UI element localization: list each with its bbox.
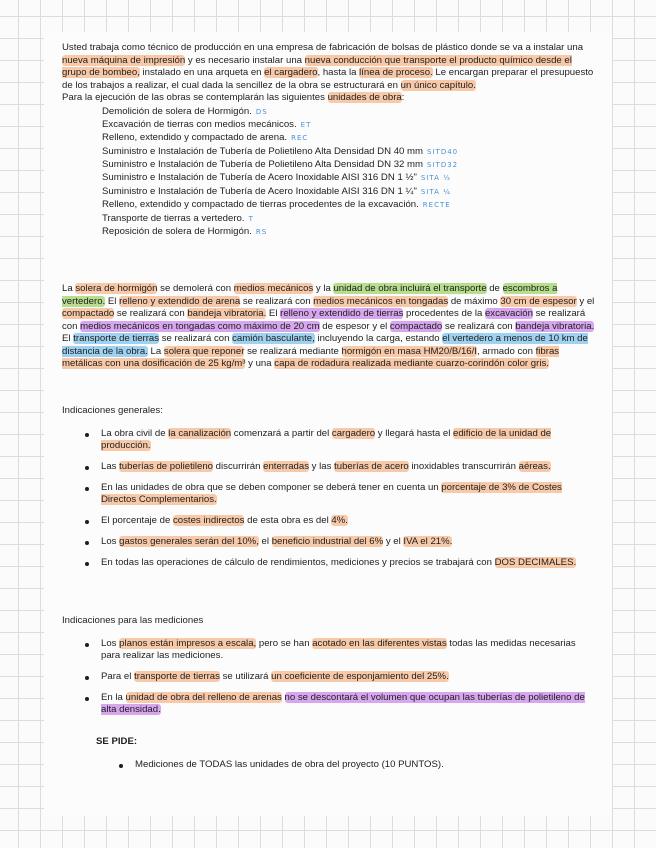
description-paragraph: La solera de hormigón se demolerá con medios mecánicos y la unidad de obra incluirá el transporte de escombros a vertedero. El relleno y extendido de arena se realizará con medios mecánicos en tongadas de máximo 30 cm de espesor y el compactado se realizará con bandeja vibratoria. El relleno y extendido de tierras procedentes de la excavación se realizará con medios mecánicos en tongadas como máximo de 20 cm de espesor y el compactado se realizará con bandeja vibratoria. El transporte de tierras se realizará con camión basculante, incluyendo la carga, estando el vertedero a menos de 10 km de distancia de la obra. La solera que reponer se realizará mediante hormigón en masa HM20/B/16/I, armado con fibras metálicas con una dosificación de 25 kg/m³ y una capa de rodadura realizada mediante cuarzo-corindón color gris. (62, 283, 595, 369)
list-item: Demolición de solera de Hormigón. DS (102, 105, 268, 117)
highlight: fibras metálicas con una dosificación de 25 kg/m³ (62, 345, 560, 369)
measure-list (62, 638, 597, 717)
units-intro: Para la ejecución de las obras se contemplarán las siguientes unidades de obra: (62, 92, 405, 103)
highlight: el cargadero (264, 67, 318, 78)
highlight: IVA el 21%. (403, 536, 453, 548)
handwritten-note: SITA ½ (420, 174, 451, 183)
highlight: medios mecánicos (233, 283, 314, 294)
highlight: línea de proceso. (359, 67, 433, 78)
list-item: Relleno, extendido y compactado de tierras procedentes de la excavación. RECTE (102, 199, 451, 211)
handwritten-note: SITA ¼ (420, 187, 451, 196)
highlight: edificio de la unidad de producción. (101, 427, 552, 451)
highlight: DOS DECIMALES. (494, 556, 577, 568)
handwritten-note: DS (255, 107, 268, 116)
highlight: no se descontará el volumen que ocupan las tuberías de polietileno de alta densidad. (101, 691, 585, 716)
highlight: gastos generales serán del 10%, (119, 536, 259, 548)
handwritten-note: REC (291, 134, 309, 143)
section-heading: Indicaciones generales: (62, 405, 163, 416)
highlight: unidad de obra incluirá el transporte (333, 283, 487, 294)
highlight: 4%. (331, 515, 348, 527)
highlight: compactado (62, 308, 115, 319)
measure-section (62, 615, 597, 725)
highlight: solera de hormigón (75, 283, 158, 294)
highlight: planos están impresos a escala, (119, 637, 257, 649)
highlight: unidad de obra del relleno de arenas (125, 691, 282, 703)
list-item: Suministro e Instalación de Tubería de Polietileno Alta Densidad DN 32 mm SITD32 (102, 159, 459, 171)
list-item: El porcentaje de costes indirectos de esta obra es del 4%. (62, 515, 597, 528)
handwritten-note: SITD40 (427, 147, 459, 156)
highlight: el vertedero a menos de 10 km de distancia de la obra. (62, 333, 588, 357)
highlight: transporte de tierras (134, 670, 220, 682)
highlight: solera que reponer (163, 345, 245, 357)
highlight: enterradas (263, 460, 310, 472)
list-item: En la unidad de obra del relleno de arenas no se descontará el volumen que ocupan las tuberías de polietileno de alta densidad. (62, 692, 597, 717)
highlight: 30 cm de espesor (500, 295, 577, 307)
list-item: La obra civil de la canalización comenzará a partir del cargadero y llegará hasta el edificio de la unidad de producción. (62, 428, 597, 453)
list-item: Suministro e Instalación de Tubería de Acero Inoxidable AISI 316 DN 1 ½" SITA ½ (102, 172, 451, 184)
handwritten-note: ET (300, 120, 312, 129)
list-item: Las tuberías de polietileno discurrirán enterradas y las tuberías de acero inoxidables transcurrirán aéreas. (62, 461, 597, 474)
list-item: Transporte de tierras a vertedero. T (102, 212, 254, 224)
highlight: bandeja vibratoria. (515, 320, 595, 332)
highlight: aéreas. (518, 460, 551, 472)
highlight: unidades de obra (327, 92, 402, 103)
list-item: Relleno, extendido y compactado de arena. REC (102, 132, 309, 144)
highlight: medios mecánicos en tongadas como máximo de 20 cm (80, 320, 320, 332)
highlight: porcentaje de 3% de Costes Directos Complementarios. (101, 481, 562, 506)
request-section (62, 736, 597, 771)
highlight: compactado (389, 320, 443, 332)
highlight: tuberías de acero (334, 460, 409, 472)
handwritten-note: T (248, 214, 254, 223)
highlight: la canalización (168, 427, 232, 439)
highlight: costes indirectos (173, 515, 245, 527)
highlight: acotado en las diferentes vistas (312, 637, 447, 649)
intro-paragraph: Usted trabaja como técnico de producción en una empresa de fabricación de bolsas de plástico donde se va a instalar una nueva máquina de impresión y es necesario instalar una nueva conducción que transporte el producto químico desde el grupo de bombeo, instalado en una arqueta en el cargadero, hasta la línea de proceso. Le encargan preparar el presupuesto de los trabajos a realizar, el cual dada la sencillez de la obra se estructurará en un único capítulo. (62, 42, 594, 91)
list-item: Para el transporte de tierras se utilizará un coeficiente de esponjamiento del 25%. (62, 671, 597, 684)
section-heading: SE PIDE: (96, 736, 138, 747)
highlight: medios mecánicos en tongadas (313, 295, 449, 307)
general-list (62, 428, 597, 570)
highlight: un único capítulo. (400, 79, 476, 91)
highlight: relleno y extendido de tierras (280, 308, 404, 319)
general-section (62, 405, 597, 578)
highlight: un coeficiente de esponjamiento del 25%. (271, 670, 449, 682)
handwritten-note: SITD32 (427, 161, 459, 170)
list-item: En todas las operaciones de cálculo de rendimientos, mediciones y precios se trabajará con DOS DECIMALES. (62, 557, 597, 570)
highlight: nueva conducción que transporte el producto químico desde el grupo de bombeo, (62, 54, 572, 78)
highlight: nueva máquina de impresión (62, 54, 186, 66)
list-item: Mediciones de TODAS las unidades de obra del proyecto (10 PUNTOS). (62, 759, 597, 772)
highlight: hormigón en masa HM20/B/16/I (341, 345, 477, 357)
list-item: Suministro e Instalación de Tubería de Polietileno Alta Densidad DN 40 mm SITD40 (102, 145, 459, 157)
highlight: cargadero (331, 427, 376, 439)
list-item: Suministro e Instalación de Tubería de Acero Inoxidable AISI 316 DN 1 ¼" SITA ¼ (102, 185, 451, 197)
highlight: beneficio industrial del 6% (271, 536, 384, 548)
description-section (62, 283, 597, 371)
highlight: capa de rodadura realizada mediante cuarzo-corindón color gris. (274, 358, 549, 369)
highlight: escombros a vertedero. (62, 283, 558, 307)
handwritten-note: RS (255, 228, 268, 237)
list-item: Reposición de solera de Hormigón. RS (102, 226, 268, 238)
highlight: relleno y extendido de arena (119, 295, 241, 307)
list-item: Excavación de tierras con medios mecánicos. ET (102, 118, 312, 130)
list-item: En las unidades de obra que se deben componer se deberá tener en cuenta un porcentaje de 3% de Costes Directos Complementarios. (62, 482, 597, 507)
list-item: Los gastos generales serán del 10%, el beneficio industrial del 6% y el IVA el 21%. (62, 536, 597, 549)
highlight: excavación (484, 308, 533, 319)
highlight: transporte de tierras (73, 333, 160, 344)
list-item: Los planos están impresos a escala, pero se han acotado en las diferentes vistas todas las medidas necesarias para realizar las mediciones. (62, 638, 597, 663)
section-heading: Indicaciones para las mediciones (62, 615, 204, 626)
highlight: bandeja vibratoria. (187, 308, 267, 319)
highlight: camión basculante, (232, 333, 315, 344)
intro-section (62, 42, 597, 239)
units-list (62, 106, 597, 240)
handwritten-note: RECTE (422, 201, 451, 210)
highlight: tuberías de polietileno (119, 460, 214, 472)
